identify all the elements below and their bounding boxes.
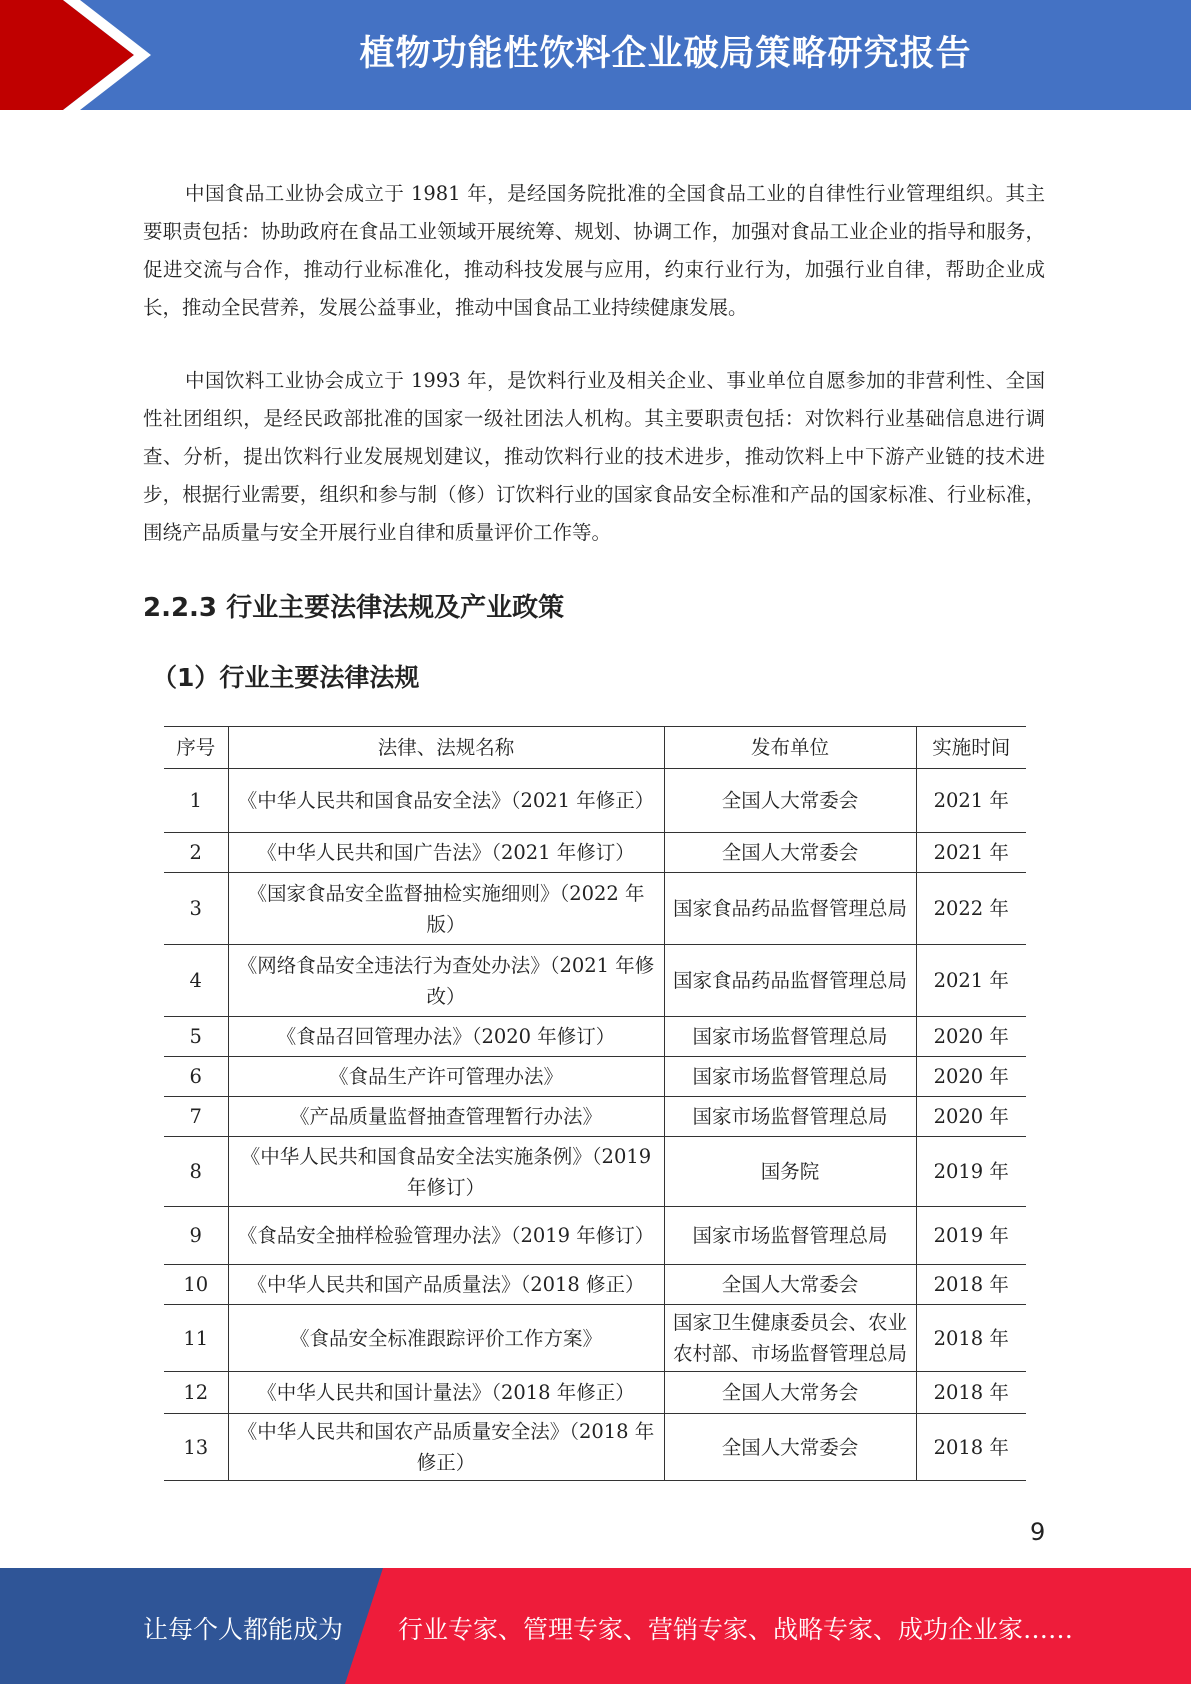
row-effective-date xyxy=(916,1305,1026,1372)
table-row xyxy=(164,1305,1026,1372)
row-index xyxy=(164,1414,228,1481)
row-effective-date-text: 2021 年 xyxy=(933,969,1009,992)
row-law-name-text: 《中华人民共和国食品安全法实施条例》（2019 年修订） xyxy=(240,1144,652,1199)
row-effective-date-text: 2019 年 xyxy=(933,1160,1009,1183)
row-issuer xyxy=(664,1372,916,1414)
row-law-name-text: 《中华人民共和国食品安全法》（2021 年修正） xyxy=(237,789,655,812)
row-issuer-text: 国家市场监督管理总局 xyxy=(692,1025,888,1048)
row-issuer-text: 全国人大常委会 xyxy=(721,1273,859,1296)
row-issuer-text: 全国人大常委会 xyxy=(721,789,859,812)
row-effective-date xyxy=(916,1207,1026,1265)
row-law-name xyxy=(228,769,664,833)
header-issuer: 发布单位 xyxy=(664,727,916,769)
table-row xyxy=(164,1207,1026,1265)
row-index xyxy=(164,769,228,833)
row-issuer-text: 国家食品药品监督管理总局 xyxy=(672,969,907,992)
row-law-name xyxy=(228,1017,664,1057)
table-row xyxy=(164,1414,1026,1481)
row-issuer xyxy=(664,1057,916,1097)
row-law-name-text: 《中华人民共和国产品质量法》（2018 修正） xyxy=(247,1273,645,1296)
row-effective-date xyxy=(916,769,1026,833)
row-effective-date xyxy=(916,833,1026,873)
row-issuer xyxy=(664,1017,916,1057)
table-row xyxy=(164,1265,1026,1305)
row-law-name-text: 《产品质量监督抽查管理暂行办法》 xyxy=(289,1105,602,1128)
row-issuer xyxy=(664,1305,916,1372)
header-arrow-graphic xyxy=(0,0,160,110)
row-index-text: 3 xyxy=(189,897,202,920)
row-issuer-text: 国家市场监督管理总局 xyxy=(692,1224,888,1247)
row-index xyxy=(164,1265,228,1305)
page-number: 9 xyxy=(1030,1518,1046,1546)
header-index: 序号 xyxy=(164,727,228,769)
row-law-name xyxy=(228,873,664,945)
row-law-name xyxy=(228,1137,664,1207)
row-issuer xyxy=(664,1265,916,1305)
table-row xyxy=(164,1097,1026,1137)
row-index-text: 12 xyxy=(183,1381,209,1404)
row-law-name xyxy=(228,833,664,873)
row-effective-date xyxy=(916,1097,1026,1137)
row-law-name xyxy=(228,1372,664,1414)
section-heading: 2.2.3 行业主要法律法规及产业政策 xyxy=(143,593,565,623)
row-effective-date-text: 2021 年 xyxy=(933,789,1009,812)
row-effective-date xyxy=(916,1137,1026,1207)
footer-slogan-left: 让每个人都能成为 xyxy=(143,1615,344,1644)
row-law-name-text: 《国家食品安全监督抽检实施细则》（2022 年版） xyxy=(247,881,645,936)
row-law-name-text: 《网络食品安全违法行为查处办法》（2021 年修改） xyxy=(237,953,655,1008)
row-index xyxy=(164,873,228,945)
row-index xyxy=(164,1137,228,1207)
row-index xyxy=(164,1017,228,1057)
row-index xyxy=(164,833,228,873)
laws-table-body xyxy=(164,769,1026,1481)
row-law-name xyxy=(228,1414,664,1481)
table-row xyxy=(164,1137,1026,1207)
row-index-text: 6 xyxy=(189,1065,202,1088)
report-title: 植物功能性饮料企业破局策略研究报告 xyxy=(359,34,972,74)
row-law-name-text: 《食品召回管理办法》（2020 年修订） xyxy=(276,1025,616,1048)
row-issuer-text: 国务院 xyxy=(760,1160,820,1183)
row-index xyxy=(164,1372,228,1414)
row-effective-date-text: 2018 年 xyxy=(933,1273,1009,1296)
row-index xyxy=(164,945,228,1017)
row-law-name-text: 《食品安全标准跟踪评价工作方案》 xyxy=(289,1326,602,1350)
row-issuer-text: 国家食品药品监督管理总局 xyxy=(672,897,907,920)
footer-slogan-right: 行业专家、管理专家、营销专家、战略专家、成功企业家…… xyxy=(398,1615,1074,1644)
row-effective-date xyxy=(916,945,1026,1017)
table-row xyxy=(164,769,1026,833)
row-effective-date-text: 2020 年 xyxy=(933,1105,1009,1128)
table-row xyxy=(164,1057,1026,1097)
row-index-text: 10 xyxy=(183,1273,209,1296)
row-effective-date-text: 2018 年 xyxy=(933,1435,1009,1459)
row-effective-date xyxy=(916,1265,1026,1305)
laws-table xyxy=(164,726,1026,1481)
row-index-text: 5 xyxy=(189,1025,202,1048)
row-issuer xyxy=(664,1207,916,1265)
row-effective-date-text: 2022 年 xyxy=(933,897,1009,920)
row-law-name xyxy=(228,1265,664,1305)
row-issuer xyxy=(664,833,916,873)
row-law-name-text: 《食品生产许可管理办法》 xyxy=(328,1065,563,1088)
paragraph-food-industry-association: 中国食品工业协会成立于 1981 年，是经国务院批准的全国食品工业的自律性行业管理组织。其主要职责包括：协助政府在食品工业领域开展统筹、规划、协调工作，加强对食品工业企业的指导和服务，促进交流与合作，推动行业标准化，推动科技发展与应用，约束行业行为，加强行业自律，帮助企业成长，推动全民营养，发展公益事业，推动中国食品工业持续健康发展。 xyxy=(143,182,1045,319)
row-index-text: 7 xyxy=(189,1105,202,1128)
row-index xyxy=(164,1305,228,1372)
row-effective-date xyxy=(916,1372,1026,1414)
subsection-heading: （1）行业主要法律法规 xyxy=(152,663,420,692)
row-law-name-text: 《中华人民共和国农产品质量安全法》（2018 年修正） xyxy=(237,1420,655,1474)
row-law-name xyxy=(228,945,664,1017)
page-footer xyxy=(0,1568,1191,1684)
table-row xyxy=(164,833,1026,873)
row-index-text: 8 xyxy=(189,1160,202,1183)
row-effective-date-text: 2021 年 xyxy=(933,841,1009,864)
row-index-text: 2 xyxy=(189,841,202,864)
row-issuer-text: 国家市场监督管理总局 xyxy=(692,1105,888,1128)
page-header xyxy=(0,0,1191,110)
row-issuer-text: 全国人大常委会 xyxy=(721,1435,859,1459)
row-effective-date-text: 2020 年 xyxy=(933,1065,1009,1088)
header-law-name: 法律、法规名称 xyxy=(228,727,664,769)
row-index-text: 9 xyxy=(189,1224,202,1247)
row-index-text: 4 xyxy=(189,969,202,992)
table-row xyxy=(164,1017,1026,1057)
row-issuer-text: 全国人大常委会 xyxy=(721,841,859,864)
row-effective-date-text: 2019 年 xyxy=(933,1224,1009,1247)
table-row xyxy=(164,873,1026,945)
row-issuer xyxy=(664,873,916,945)
header-effective-date: 实施时间 xyxy=(916,727,1026,769)
row-effective-date-text: 2018 年 xyxy=(933,1381,1009,1404)
table-row xyxy=(164,945,1026,1017)
row-effective-date xyxy=(916,1017,1026,1057)
row-issuer xyxy=(664,1097,916,1137)
table-row xyxy=(164,1372,1026,1414)
row-effective-date xyxy=(916,1414,1026,1481)
row-index xyxy=(164,1057,228,1097)
row-issuer-text: 国家卫生健康委员会、农业农村部、市场监督管理总局 xyxy=(672,1311,907,1365)
row-law-name-text: 《食品安全抽样检验管理办法》（2019 年修订） xyxy=(237,1224,655,1247)
row-index-text: 13 xyxy=(183,1435,209,1459)
row-effective-date-text: 2020 年 xyxy=(933,1025,1009,1048)
row-effective-date xyxy=(916,1057,1026,1097)
row-effective-date-text: 2018 年 xyxy=(933,1326,1009,1350)
row-law-name xyxy=(228,1305,664,1372)
row-index xyxy=(164,1097,228,1137)
row-law-name-text: 《中华人民共和国计量法》（2018 年修正） xyxy=(257,1381,635,1404)
row-issuer xyxy=(664,1414,916,1481)
row-issuer-text: 国家市场监督管理总局 xyxy=(692,1065,888,1088)
row-index-text: 11 xyxy=(183,1326,209,1350)
row-issuer xyxy=(664,945,916,1017)
laws-table-container xyxy=(164,726,1026,1474)
row-issuer xyxy=(664,1137,916,1207)
row-law-name xyxy=(228,1207,664,1265)
row-index xyxy=(164,1207,228,1265)
paragraph-beverage-industry-association: 中国饮料工业协会成立于 1993 年，是饮料行业及相关企业、事业单位自愿参加的非营利性、全国性社团组织，是经民政部批准的国家一级社团法人机构。其主要职责包括：对饮料行业基础信息进行调查、分析，提出饮料行业发展规划建议，推动饮料行业的技术进步，推动饮料上中下游产业链的技术进步，根据行业需要，组织和参与制（修）订饮料行业的国家食品安全标准和产品的国家标准、行业标准，围绕产品质量与安全开展行业自律和质量评价工作等。 xyxy=(143,369,1045,544)
row-index-text: 1 xyxy=(189,789,202,812)
row-law-name-text: 《中华人民共和国广告法》（2021 年修订） xyxy=(257,841,635,864)
row-issuer xyxy=(664,769,916,833)
row-law-name xyxy=(228,1097,664,1137)
row-issuer-text: 全国人大常务会 xyxy=(721,1381,859,1404)
table-header-row xyxy=(164,727,1026,769)
row-law-name xyxy=(228,1057,664,1097)
row-effective-date xyxy=(916,873,1026,945)
